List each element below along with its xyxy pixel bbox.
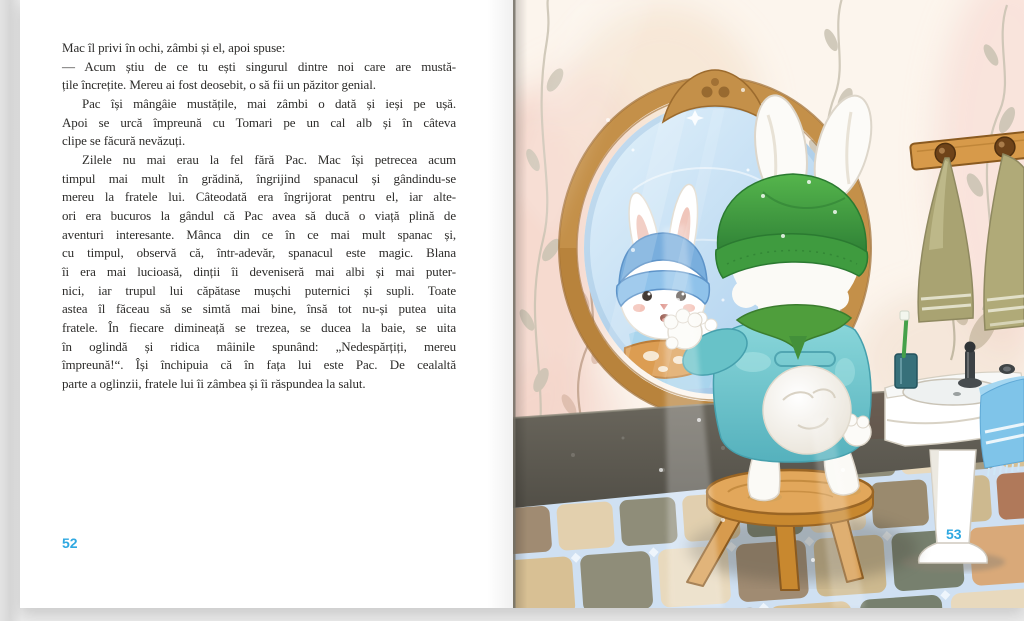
- story-line: — Acum știu de ce tu ești singurul dintre noi care are mustă-: [62, 58, 456, 74]
- left-page: [20, 0, 513, 608]
- blue-towel: [979, 376, 1024, 476]
- story-line: mereu la fratele lui. Câteodată era îngrijorat pentru el, iar alte-: [62, 189, 456, 205]
- book-spread: [20, 0, 1024, 608]
- story-line: Apoi se urcă împreună cu Tomari pe un cal alb și în câteva: [62, 114, 456, 130]
- story-text: [62, 39, 456, 393]
- story-line: astea îl făceau să se simtă mai bine, însă tot nu-și putea uita: [62, 301, 456, 317]
- story-line: împreună!“. Își închipuia că în fața lui este Pac. De cealaltă: [62, 357, 456, 373]
- story-line: timpul mai mult în grădină, îngrijind spanacul și gândindu-se: [62, 170, 456, 186]
- story-line: fratele. În fiecare dimineață se trezea, se ducea la baie, se uita: [62, 319, 456, 335]
- sink-base: [919, 543, 988, 563]
- rabbit-tail: [763, 366, 851, 454]
- story-line: țile încrețite. Mereu ai fost deosebit, o să fii un păzitor genial.: [62, 77, 376, 93]
- story-line: în oglindă și ridica mâinile spunând: „Nedespărțiți, mereu: [62, 338, 456, 354]
- story-line: Mac îl privi în ochi, zâmbi și el, apoi spuse:: [62, 40, 286, 55]
- story-line: Zilele nu mai erau la fel fără Pac. Mac își petrecea acum: [82, 151, 456, 167]
- page-number-right: 53: [946, 526, 962, 542]
- story-line: clipe se făcură nevăzuți.: [62, 133, 186, 149]
- story-line: cu timpul, observă că, într-adevăr, spanacul este magic. Blana: [62, 245, 456, 261]
- story-line: Pac își mângâie mustățile, mai zâmbi o dată și ieși pe ușă.: [82, 95, 456, 111]
- story-line: nici, iar trupul lui căpătase mușchi puternici și supli. Toate: [62, 282, 456, 298]
- book-spine: [513, 0, 528, 608]
- story-line: îi era mai lucioasă, dinții îi deveniseră mai albi și mai puter-: [62, 263, 456, 279]
- page-number-left: 52: [62, 535, 78, 551]
- bathroom-illustration: [513, 0, 1024, 608]
- story-line: ori era bucuros la gândul că Pac avea să ducă o viață plină de: [62, 207, 456, 223]
- story-line: aventuri interesante. Mânca din ce în ce mai mult spanac și,: [62, 226, 456, 242]
- page-gutter-shadow: [487, 0, 513, 608]
- right-page-illustration: [513, 0, 1024, 608]
- story-line: parte a oglinzii, fratele lui îi zâmbea și îi răspundea la salut.: [62, 375, 366, 391]
